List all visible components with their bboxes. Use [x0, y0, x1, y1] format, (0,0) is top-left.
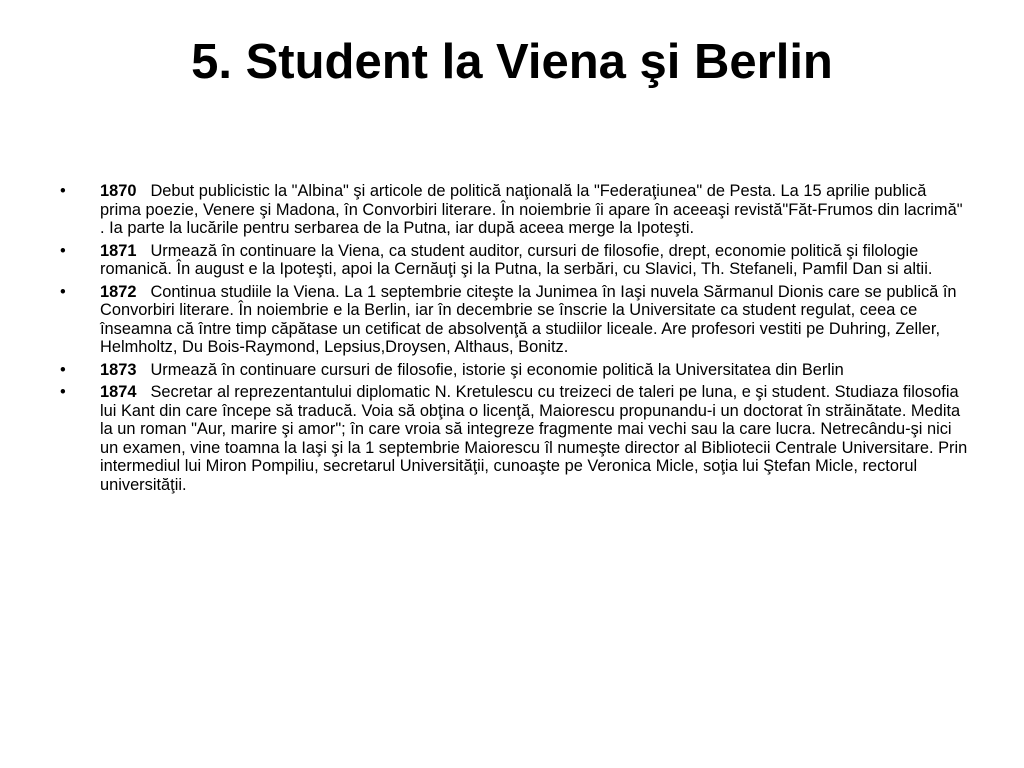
timeline-entry-1874 [60, 383, 970, 494]
entry-text: Urmează în continuare la Viena, ca student auditor, cursuri de filosofie, drept, economie politică şi filologie romanică. În august e la Ipoteşti, apoi la Cernăuţi şi la Putna, la serbări, cu Slavici, Th. Stefaneli, Pamfil Dan si altii. [100, 241, 933, 278]
timeline-entry-1873 [60, 361, 970, 380]
entry-year: 1870 [100, 182, 137, 200]
timeline-entry-1871 [60, 242, 970, 279]
slide-title: 5. Student la Viena şi Berlin [191, 35, 833, 89]
timeline-entry-1870 [60, 182, 970, 238]
bullet-icon: • [60, 282, 66, 301]
entry-year: 1873 [100, 360, 137, 379]
bullet-icon: • [60, 360, 66, 379]
entry-text: Debut publicistic la "Albina" şi articole de politică naţională la "Federaţiunea" de Pesta. La 15 aprilie publică prima poezie, Venere şi Madona, în Convorbiri literare. În noiembrie îi apare în aceeaşi revistă"Făt-Frumos din lacrimă" . Ia parte la lucările pentru serbarea de la Putna, iar după aceea merge la Ipoteşti. [100, 182, 963, 237]
entry-text: Urmează în continuare cursuri de filosofie, istorie şi economie politică la Universitatea din Berlin [150, 360, 844, 379]
entry-year: 1871 [100, 241, 137, 260]
entry-year: 1874 [100, 383, 137, 401]
entry-text: Secretar al reprezentantului diplomatic N. Kretulescu cu treizeci de taleri pe luna, e şi student. Studiaza filosofia lui Kant din care începe să traducă. Voia să obţina o licenţă, Maiorescu propunandu-i un doctorat în străinătate. Medita la un roman "Aur, marire şi amor"; în care vroia să integreze fragmente mai vechi sau la care lucra. Netrecându-şi nici un examen, vine toamna la Iaşi şi la 1 septembrie Maiorescu îl numeşte director al Bibliotecii Centrale Universitare. Prin intermediul lui Miron Pompiliu, secretarul Universităţii, cunoaşte pe Veronica Micle, soţia lui Ştefan Micle, rectorul universităţii. [100, 383, 968, 494]
timeline-entry-1872 [60, 283, 970, 357]
bullet-icon: • [60, 383, 66, 401]
entry-text: Continua studiile la Viena. La 1 septembrie citeşte la Junimea în Iaşi nuvela Sărmanul Dionis care se publică în Convorbiri literare. În noiembrie e la Berlin, iar în decembrie se înscrie la Universitate ca student regulat, ceea ce înseamna că între timp căpătase un cetificat de absolvenţă a studiilor liceale. Are profesori vestiti pe Duhring, Zeller, Helmholtz, Du Bois-Raymond, Lepsius,Droysen, Althaus, Bonitz. [100, 282, 957, 356]
bullet-icon: • [60, 241, 66, 260]
bullet-icon: • [60, 182, 66, 200]
entry-year: 1872 [100, 282, 137, 301]
timeline-bullet-list [60, 182, 970, 498]
